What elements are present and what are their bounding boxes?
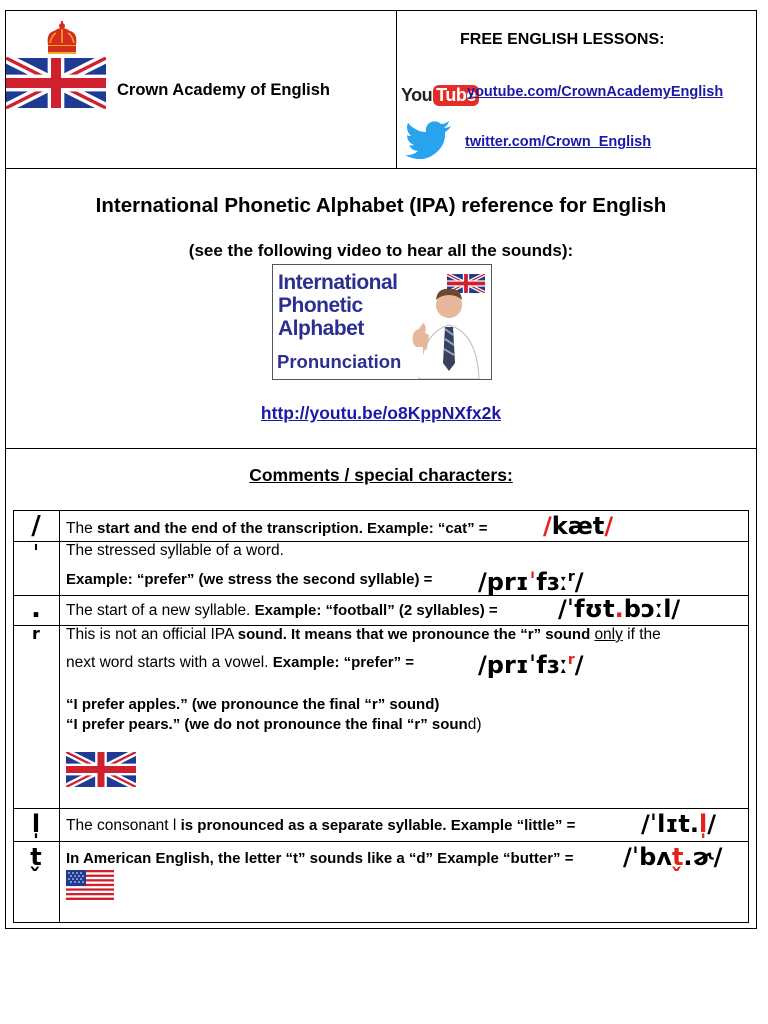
intro-section — [5, 168, 757, 449]
row-r-line4 — [66, 715, 482, 735]
row-r-line4-b: d) — [467, 716, 482, 733]
column-divider — [59, 511, 60, 922]
row-r-line3: “I prefer apples.” (we pronounce the final “r” sound) — [66, 696, 440, 713]
youtube-link[interactable]: youtube.com/CrownAcademyEnglish — [467, 84, 724, 100]
row-t-us-flag-icon — [66, 870, 114, 900]
row-symbol-slash: / — [31, 511, 41, 541]
ipa-er: .ɚ/ — [683, 843, 723, 871]
thumb-line1: International — [278, 271, 398, 294]
ipa-r-close: / — [574, 651, 584, 679]
ipa-slash-open: / — [543, 512, 552, 540]
row-dot-ipa — [558, 594, 680, 624]
video-link[interactable]: http://youtu.be/o8KppNXfx2k — [260, 403, 502, 423]
row-stress-line2: Example: “prefer” (we stress the second syllable) = — [66, 571, 433, 588]
row-dot-text-b: Example: “football” (2 syllables) = — [254, 602, 498, 619]
row-l-text — [66, 816, 575, 836]
youtube-logo-tube: Tube — [433, 85, 479, 106]
header-right-cell — [396, 10, 757, 169]
header-left-cell — [5, 10, 397, 169]
row-stress-ipa — [478, 562, 584, 597]
row-symbol-flap-t: t̬ — [30, 843, 42, 871]
row-r-line4-a: “I prefer pears.” (we do not pronounce the final “r” soun — [66, 716, 468, 733]
row-r-line1-c: if the — [622, 626, 661, 643]
row-r-line1 — [66, 625, 661, 645]
row-l-ipa — [641, 809, 716, 839]
row-r-line2-a: next word starts with a vowel. — [66, 654, 273, 671]
row-divider — [14, 808, 748, 809]
video-thumbnail[interactable] — [272, 264, 492, 380]
ipa-flap-t: t̬ — [671, 843, 684, 871]
row-slash-ipa — [543, 511, 613, 541]
uk-flag-icon — [6, 57, 106, 109]
ipa-lit: /ˈlɪt. — [641, 810, 700, 838]
comments-heading: Comments / special characters: — [249, 465, 513, 485]
row-r-line2 — [66, 653, 414, 673]
row-t-ipa — [623, 842, 722, 872]
row-symbol-r: r — [32, 624, 40, 643]
page-title: International Phonetic Alphabet (IPA) reference for English — [95, 194, 667, 217]
ipa-linking-r: r — [567, 652, 575, 668]
row-dot-text — [66, 601, 498, 621]
row-dot-text-a: The start of a new syllable. — [66, 602, 255, 619]
thumb-line3: Alphabet — [278, 317, 364, 340]
twitter-link[interactable]: twitter.com/Crown_English — [465, 134, 652, 150]
ipa-bu: /ˈbʌ — [623, 843, 672, 871]
ipa-pri: /prɪ — [478, 568, 529, 596]
row-symbol-stress: ˈ — [32, 542, 40, 567]
page-subtitle: (see the following video to hear all the sounds): — [188, 241, 574, 260]
ipa-bol: bɔːl/ — [623, 595, 681, 623]
academy-name: Crown Academy of English — [117, 81, 331, 99]
row-slash-text-b: start and the end of the transcription. Example: “cat” = — [97, 520, 488, 537]
twitter-bird-icon[interactable] — [405, 121, 453, 159]
ipa-close: / — [574, 568, 584, 596]
ipa-syllabic-l: l̩ — [699, 810, 708, 838]
row-stress-line1: The stressed syllable of a word. — [66, 542, 284, 559]
row-l-text-b: is pronounced as a separate syllable. Example “little” = — [180, 817, 576, 834]
row-symbol-dot: . — [31, 594, 41, 624]
ipa-r-super: r — [567, 569, 575, 585]
row-slash-text — [66, 519, 488, 539]
row-r-line2-b: Example: “prefer” = — [272, 654, 415, 671]
thumb-line4: Pronunciation — [277, 351, 402, 372]
row-r-line1-b: sound. It means that we pronounce the “r” sound — [237, 626, 595, 643]
free-lessons-heading: FREE ENGLISH LESSONS: — [460, 31, 665, 48]
thumb-line2: Phonetic — [278, 294, 363, 317]
ipa-l-close: / — [707, 810, 717, 838]
row-r-ipa — [478, 645, 584, 680]
ipa-slash-close: / — [604, 512, 614, 540]
row-symbol-syllabic-l: l̩ — [31, 810, 41, 838]
crown-icon — [42, 21, 82, 61]
ipa-fut: /ˈfʊt — [558, 595, 615, 623]
ipa-kaet: kæt — [551, 512, 605, 540]
row-r-line1-only: only — [594, 626, 623, 643]
ipa-syllable-dot: . — [614, 595, 624, 623]
row-r-uk-flag-icon — [66, 752, 136, 787]
row-l-text-a: The consonant l — [66, 817, 181, 834]
youtube-logo-you: You — [401, 84, 433, 105]
row-slash-text-a: The — [66, 520, 98, 537]
ipa-stress-mark: ˈ — [528, 568, 537, 596]
row-r-line1-a: This is not an official IPA — [66, 626, 238, 643]
ipa-fer: fɜː — [536, 568, 568, 596]
ipa-prefer: /prɪˈfɜː — [478, 651, 568, 679]
row-t-text: In American English, the letter “t” sounds like a “d” Example “butter” = — [66, 850, 574, 867]
